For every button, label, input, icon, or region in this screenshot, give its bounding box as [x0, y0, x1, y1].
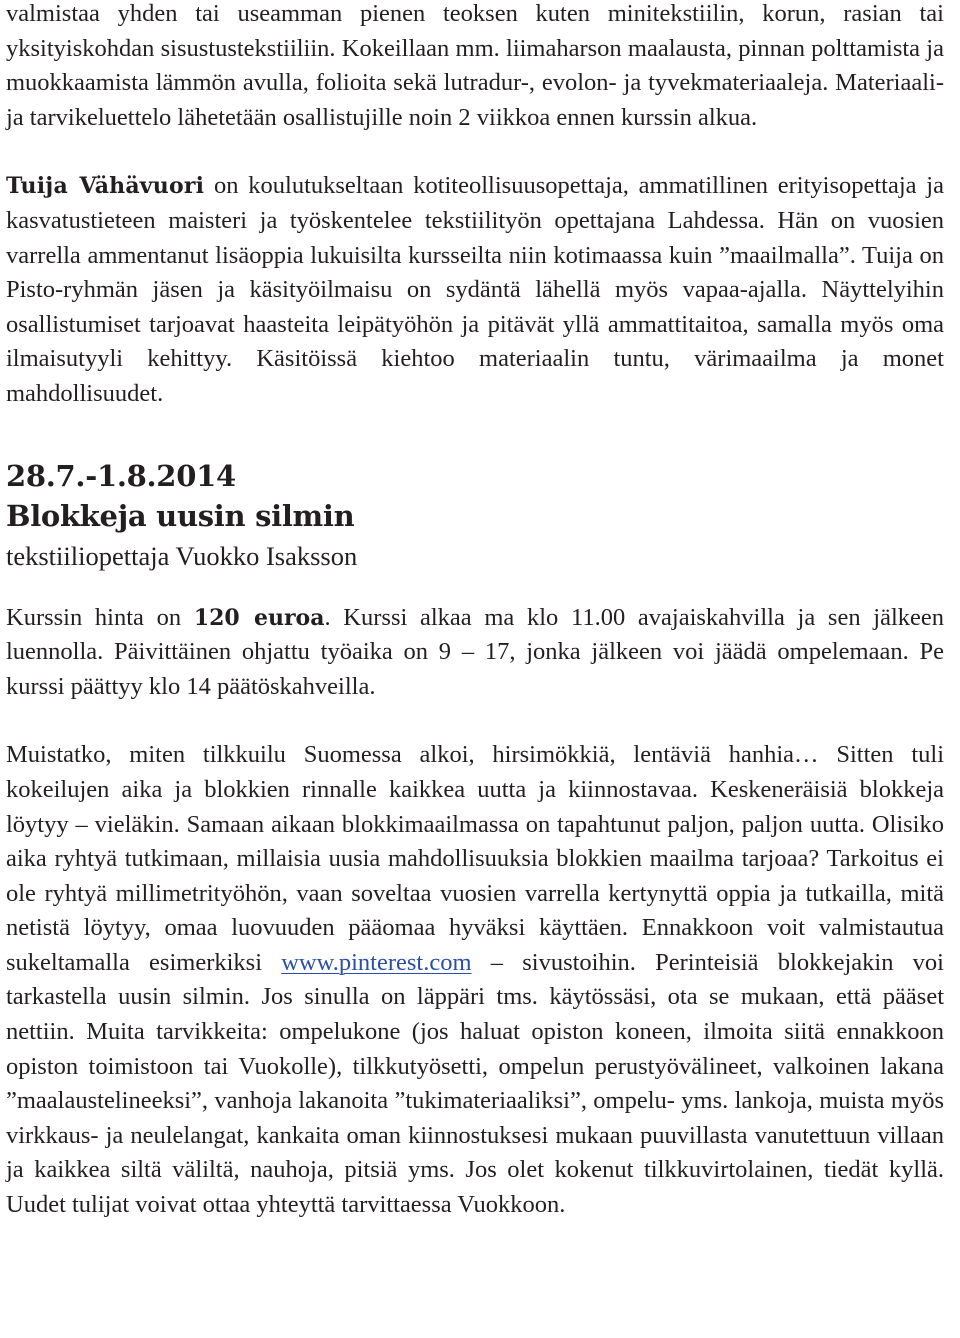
course-date-heading: 28.7.-1.8.2014 — [6, 458, 236, 493]
teacher-bio-text: on koulutukseltaan kotiteollisuusopettaja, ammatillinen erityisopettaja ja kasvatustieteen maisteri ja työskentelee tekstiilityön opettajana Lahdessa. Hän on vuosien varrella ammentanut lisäoppia lukuisilta kursseilta niin kotimaassa kuin ”maailmalla”. Tuija on Pisto-ryhmän jäsen ja käsityöilmaisu on sydäntä lähellä myös vapaa-ajalla. Näyttelyihin osallistumiset tarjoavat haasteita leipätyöhön ja pitävät yllä ammattitaitoa, samalla myös oma ilmaisutyyli kehittyy. Käsitöissä kiehtoo materiaalin tuntu, värimaailma ja monet mahdollisuudet. — [6, 172, 944, 407]
pinterest-link[interactable]: www.pinterest.com — [281, 948, 472, 976]
teacher-bio-name: Tuija Vähävuori — [6, 173, 205, 200]
document-page — [6, 0, 944, 1223]
description-text-after-link: – sivustoihin. Perinteisiä blokkejakin voi tarkastella uusin silmin. Jos sinulla on läppäri tms. käytössäsi, ota se mukaan, että pääset nettiin. Muita tarvikkeita: ompelukone (jos haluat opiston koneen, ilmoita siitä ennakkoon opiston toimistoon tai Vuokolle), tilkkutyösetti, ompelun perustyövälineet, valkoinen lakana ”maalaustelineeksi”, vanhoja lakanoita ”tukimateriaaliksi”, ompelu- yms. lankoja, muista myös virkkaus- ja neulelangat, kankaita oman kiinnostuksesi mukaan puuvillasta vanutettuun villaan ja kaikkea siltä väliltä, nauhoja, pitsiä yms. Jos olet kokenut tilkkuvirtolainen, tiedät kyllä. Uudet tulijat voivat ottaa yhteyttä tarvittaessa Vuokkoon. — [6, 948, 944, 1219]
price-prefix: Kurssin hinta on — [6, 603, 194, 631]
teacher-bio-paragraph — [6, 169, 944, 411]
course-teacher: tekstiiliopettaja Vuokko Isaksson — [6, 540, 358, 571]
price-text: . Kurssi alkaa ma klo 11.00 avajaiskahvilla ja sen jälkeen luennolla. Päivittäinen ohjattu työaika on 9 – 17, jonka jälkeen voi jäädä ompelemaan. Pe kurssi päättyy klo 14 päätöskahveilla. — [6, 603, 945, 700]
intro-paragraph: valmistaa yhden tai useamman pienen teoksen kuten minitekstiilin, korun, rasian tai yksityiskohdan sisustustekstiiliin. Kokeillaan mm. liimaharson maalausta, pinnan polttamista ja muokkaamista lämmön avulla, folioita sekä lutradur-, evolon- ja tyvekmateriaaleja. Materiaali- ja tarvikeluettelo lähetetään osallistujille noin 2 viikkoa ennen kurssin alkua. — [6, 0, 944, 131]
price-paragraph — [6, 601, 944, 705]
course-title-heading: Blokkeja uusin silmin — [6, 498, 355, 533]
price-amount: 120 euroa — [193, 604, 325, 631]
course-description-paragraph — [6, 738, 944, 1222]
description-text-before-link: Muistatko, miten tilkkuilu Suomessa alkoi, hirsimökkiä, lentäviä hanhia… Sitten tuli kokeilujen aika ja blokkien rinnalle kaikkea uutta ja kiinnostavaa. Keskeneräisiä blokkeja löytyy – vieläkin. Samaan aikaan blokkimaailmassa on tapahtunut paljon, paljon uutta. Olisiko aika ryhtyä tutkimaan, millaisia uusia mahdollisuuksia blokkien maailma tarjoaa? Tarkoitus ei ole ryhtyä millimetrityöhön, vaan soveltaa vuosien varrella kertynyttä oppia ja tutkailla, mitä netistä löytyy, omaa luovuuden pääomaa hyväksi käyttäen. Ennakkoon voit valmistautua sukeltamalla esimerkiksi — [6, 741, 944, 976]
